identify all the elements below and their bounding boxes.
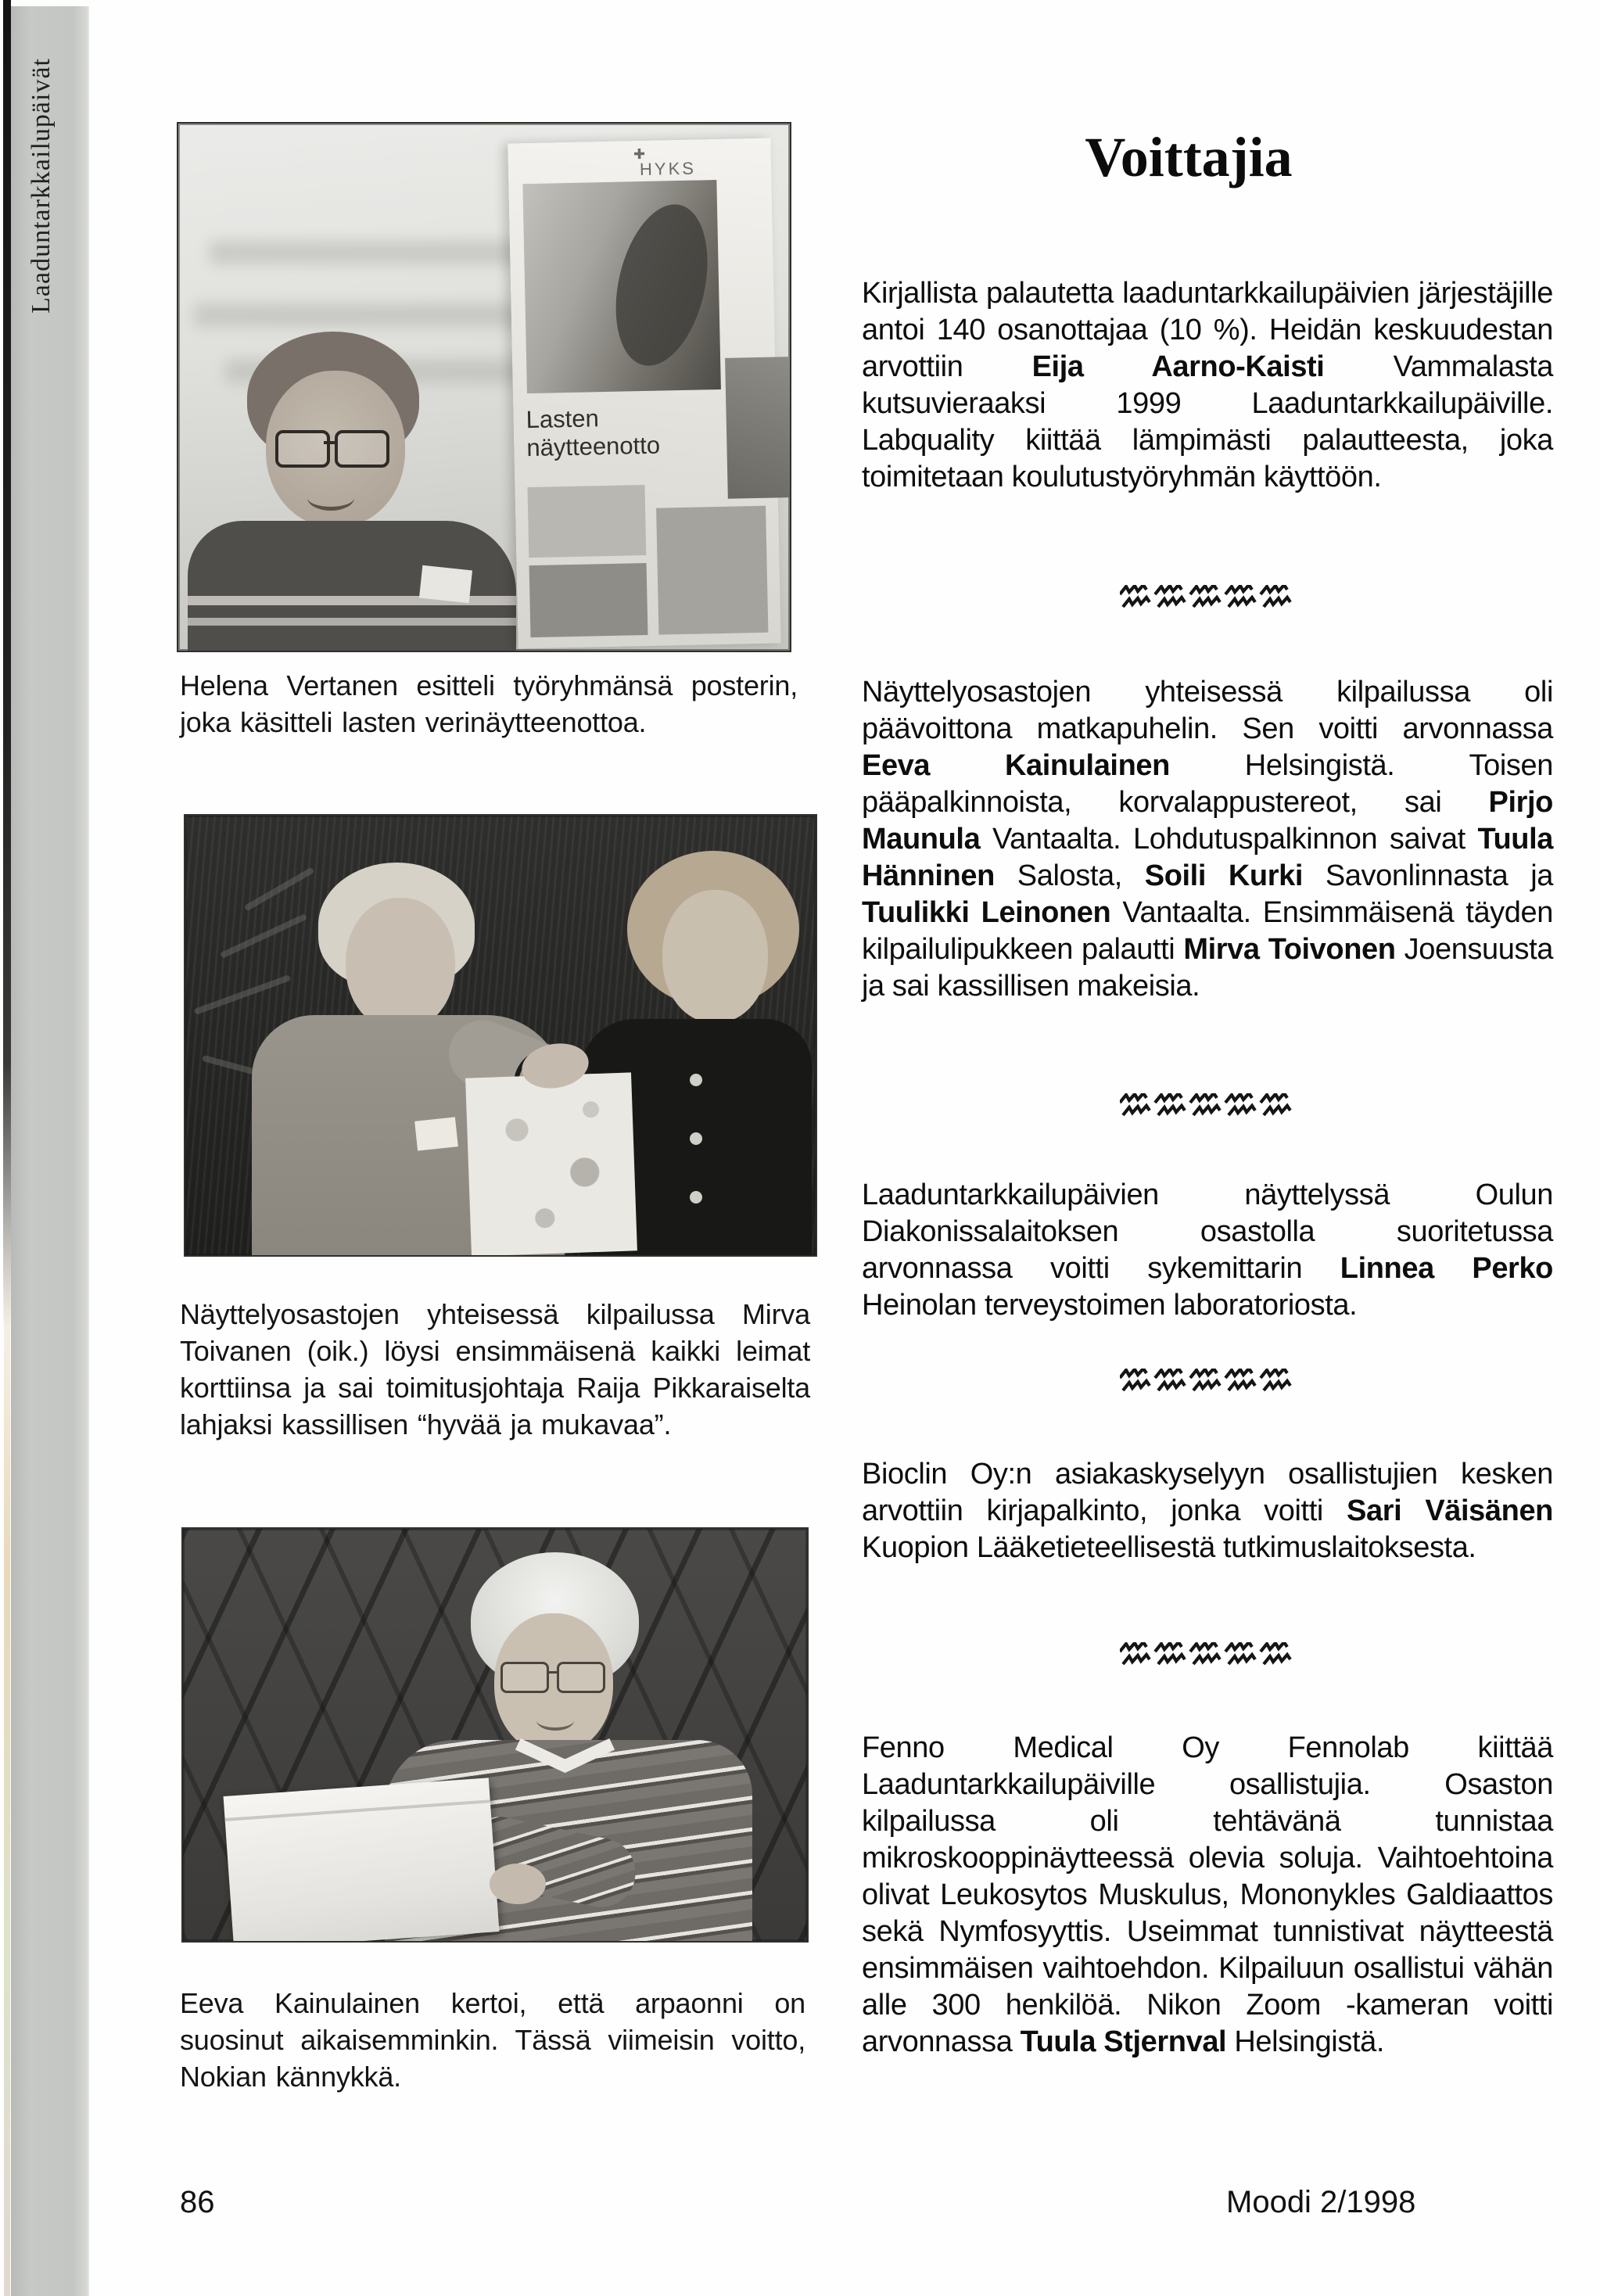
eyeglasses-right-lens — [335, 430, 389, 468]
squiggle-separator — [862, 1642, 1553, 1669]
left-person-face — [346, 898, 455, 1031]
photo-eeva-kainulainen — [183, 1529, 807, 1941]
squiggle-separator — [862, 585, 1553, 612]
person-shirt — [188, 521, 516, 651]
scan-edge-line — [3, 0, 11, 1329]
section-tab-label: Laaduntarkkailupäivät — [27, 58, 56, 314]
hyks-logo-text: HYKS — [639, 158, 697, 180]
issue-footer: Moodi 2/1998 — [1226, 2185, 1416, 2219]
cross-icon: ✚ — [633, 145, 646, 163]
coat-hanger-shape — [220, 913, 307, 959]
section-tab-bar — [11, 6, 89, 2296]
article-paragraph: Näyttelyosastojen yhteisessä kilpailussa oli päävoittona matkapuhelin. Sen voitti arvonnassa Eeva Kainulainen Helsingistä. Toisen pääpalkinnoista, korvalappustereot, sai Pirjo Maunula Vantaalta. Lohdutuspalkinnon saivat Tuula Hänninen Salosta, Soili Kurki Savonlinnasta ja Tuulikki Leinonen Vantaalta. Ensimmäisenä täyden kilpailulipukkeen palautti Mirva Toivonen Joensuusta ja sai kassillisen makeisia. — [862, 676, 1554, 1003]
photo-gift-bag-handover — [185, 816, 816, 1255]
hyks-logo — [508, 145, 770, 180]
photo2-caption: Näyttelyosastojen yhteisessä kilpailussa Mirva Toivanen (oik.) löysi ensimmäisenä kaikki leimat korttiinsa ja sai toimitusjohtaja Raija Pikkaraiselta lahjaksi kassillisen “hyvää ja mukavaa”. — [180, 1298, 810, 1440]
box-fold-line — [224, 1799, 490, 1821]
article-paragraph: Bioclin Oy:n asiakaskyselyyn osallistujien kesken arvottiin kirjapalkinto, jonka voitti Sari Väisänen Kuopion Lääketieteellisestä tutkimuslaitoksesta. — [862, 1458, 1553, 1564]
eyeglasses-bridge — [324, 441, 335, 444]
article-title: Voittajia — [1085, 126, 1293, 188]
eyeglasses-left-lens — [275, 430, 330, 468]
article-paragraph: Kirjallista palautetta laaduntarkkailupäivien järjestäjille antoi 140 osanottajaa (10 %). Heidän keskuudestan arvottiin Eija Aarno-Kaisti Vammalasta kutsuvieraaksi 1999 Laaduntarkkailupäiville. Labquality kiittää lämpimästi palautteesta, joka toimitetaan koulutustyöryhmän käyttöön. — [862, 277, 1553, 493]
article-paragraph: Fenno Medical Oy Fennolab kiittää Laaduntarkkailupäiville osallistujia. Osaston kilpailussa oli tehtävänä tunnistaa mikroskooppinäytteessä olevia soluja. Vaihtoehtoina olivat Leukosytos Muskulus, Mononykles Galdiaattos sekä Nymfosyyttis. Useimmat tunnistivat näytteestä ensimmäisen vaihtoehdon. Kilpailuun osallistui vähän alle 300 henkilöä. Nikon Zoom -kameran voitti arvonnassa Tuula Stjernval Helsingistä. — [862, 1731, 1553, 2058]
prize-box — [224, 1778, 500, 1941]
poster-photo-figure — [601, 196, 722, 375]
poster-title: Lasten näytteenotto — [526, 404, 661, 461]
photo-helena-vertanen — [178, 124, 790, 651]
gift-bag — [465, 1072, 637, 1255]
article-paragraph: Laaduntarkkailupäivien näyttelyssä Oulun Diakonissalaitoksen osastolla suoritetussa arvonnassa voitti sykemittarin Linnea Perko Heinolan terveystoimen laboratoriosta. — [862, 1178, 1553, 1322]
person-smile — [536, 1710, 574, 1731]
eyeglasses-left-lens — [500, 1662, 549, 1693]
squiggle-separator — [862, 1369, 1553, 1395]
eyeglasses-right-lens — [557, 1662, 605, 1693]
person-hand — [490, 1864, 546, 1904]
eyeglasses-bridge — [547, 1671, 557, 1674]
right-person-face — [662, 890, 768, 1023]
photo3-caption: Eeva Kainulainen kertoi, että arpaonni on suosinut aikaisemminkin. Tässä viimeisin voitto, Nokian kännykkä. — [180, 1987, 805, 2093]
page-number: 86 — [180, 2185, 215, 2219]
poster-side-photo — [725, 357, 790, 499]
photo1-caption: Helena Vertanen esitteli työryhmänsä posterin, joka käsitteli lasten verinäytteenottoa. — [180, 669, 798, 738]
coat-button — [690, 1132, 702, 1145]
coat-button — [690, 1074, 702, 1086]
poster-thumbnail — [656, 506, 768, 635]
person-smile — [307, 485, 354, 511]
coat-hanger-shape — [194, 974, 292, 1015]
poster-thumbnail — [529, 563, 648, 637]
poster-photo — [522, 180, 721, 393]
poster-board — [508, 138, 780, 649]
coat-hanger-shape — [244, 867, 315, 912]
scan-color-artifact — [4, 1173, 10, 2296]
poster-thumbnail — [527, 485, 646, 558]
name-badge — [419, 565, 472, 603]
name-badge — [414, 1117, 458, 1150]
squiggle-separator — [862, 1093, 1553, 1120]
shirt-stripe — [188, 618, 516, 626]
coat-button — [690, 1191, 702, 1204]
